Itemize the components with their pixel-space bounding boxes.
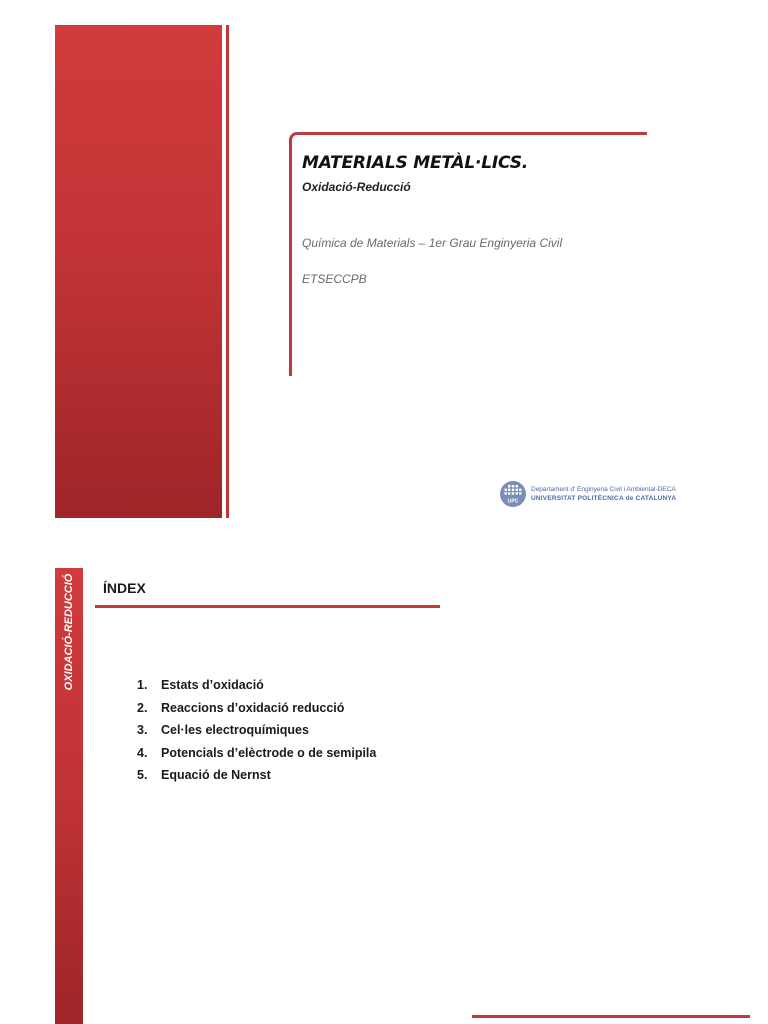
toc-item-number: 5.: [137, 768, 148, 782]
toc-item-number: 4.: [137, 745, 148, 760]
toc-item-number: 2.: [137, 700, 148, 715]
toc-item-label: Potencials d’elèctrode o de semipila: [161, 745, 377, 760]
toc-item-label: Cel·les electroquímiques: [161, 723, 309, 737]
logo-mark-text: UPC: [507, 498, 519, 505]
course-name: Química de Materials – 1er Grau Enginyeria Civil: [302, 236, 563, 250]
toc-item-number: 3.: [137, 723, 148, 737]
toc-item-label: Estats d’oxidació: [161, 678, 264, 692]
cover-subtitle: Oxidació-Reducció: [302, 180, 411, 194]
bottom-rule: [472, 1015, 750, 1018]
upc-logo-icon: [500, 481, 526, 507]
university-logo: [500, 481, 740, 509]
school-name: ETSECCPB: [302, 272, 367, 286]
index-title: ÍNDEX: [103, 580, 146, 596]
toc-item: [137, 742, 376, 765]
index-title-rule: [95, 605, 440, 608]
university-name: UNIVERSITAT POLITÈCNICA de CATALUNYA: [531, 495, 677, 502]
toc-item: [137, 697, 376, 720]
cover-red-rule: [226, 25, 229, 518]
cover-title: MATERIALS METÀL·LICS.: [302, 153, 529, 173]
toc-item-label: Equació de Nernst: [161, 768, 271, 782]
table-of-contents: [137, 674, 376, 787]
toc-item: [137, 764, 376, 787]
toc-item: [137, 674, 376, 697]
side-label: OXIDACIÓ-REDUCCIÓ: [63, 573, 75, 691]
index-slide: [0, 540, 768, 1024]
department-name: Departament d' Enginyeria Civil i Ambiental-DECA: [531, 486, 676, 493]
toc-item-label: Reaccions d’oxidació reducció: [161, 700, 345, 715]
cover-red-panel: [55, 25, 222, 518]
toc-item-number: 1.: [137, 678, 148, 692]
toc-item: [137, 719, 376, 742]
